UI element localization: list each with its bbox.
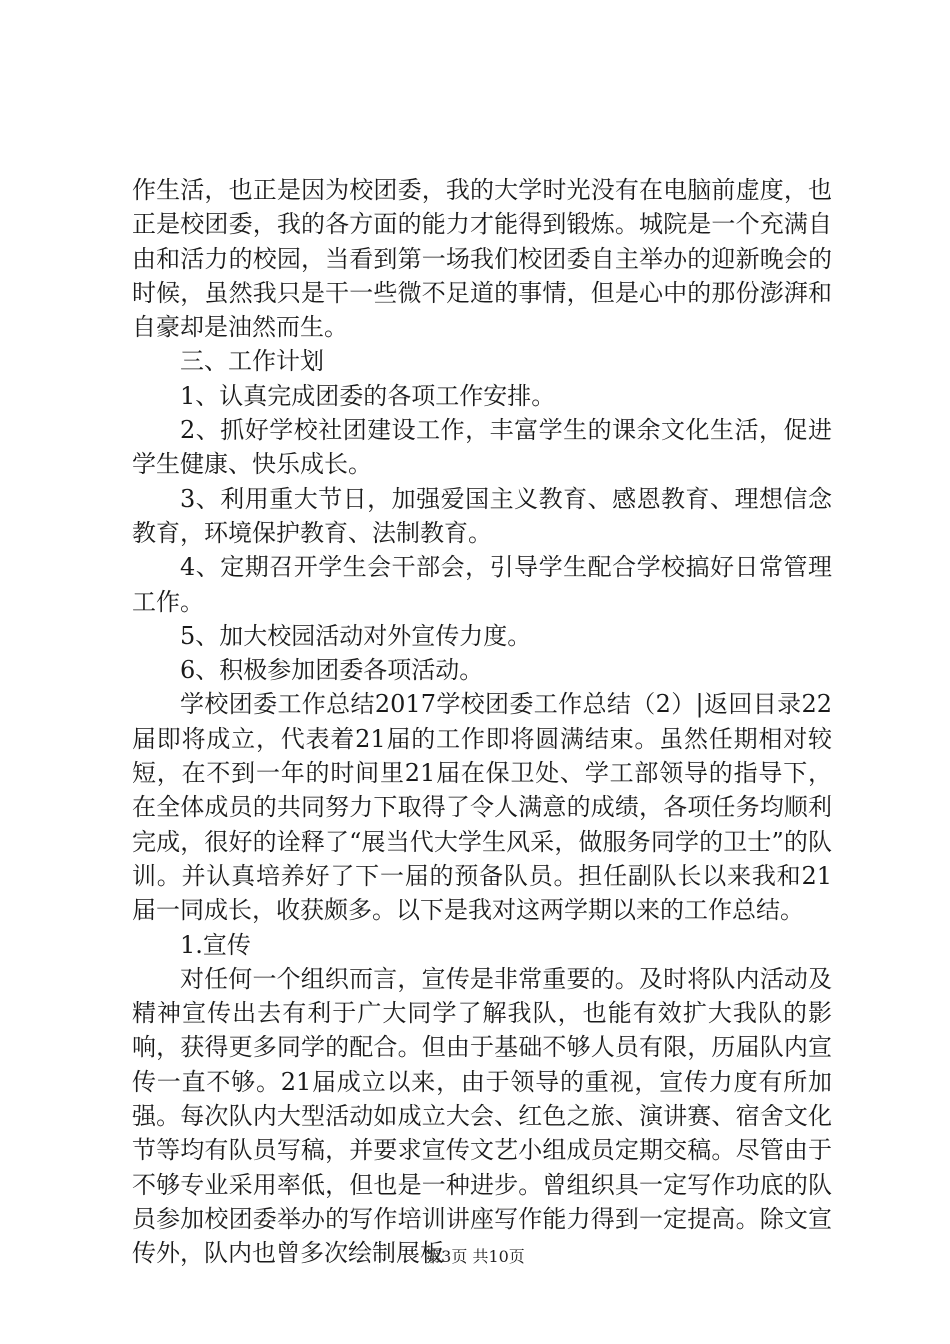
plan-item-2: 2、抓好学校社团建设工作，丰富学生的课余文化生活，促进学生健康、快乐成长。 [132,416,832,479]
section-heading-publicity: 1.宣传 [180,930,251,959]
plan-item-1: 1、认真完成团委的各项工作安排。 [180,381,556,410]
paragraph-1: 作生活，也正是因为校团委，我的大学时光没有在电脑前虚度，也正是校团委，我的各方面的能力才能得到锻炼。城院是一个充满自由和活力的校园，当看到第一场我们校团委自主举办的迎新晚会的时候，虽然我只是干一些微不足道的事情，但是心中的那份澎湃和自豪却是油然而生。 [132,176,832,342]
page-footer: 第3页 共10页 [425,1247,525,1266]
plan-item-5: 5、加大校园活动对外宣传力度。 [180,621,532,650]
publicity-paragraph: 对任何一个组织而言，宣传是非常重要的。及时将队内活动及精神宣传出去有利于广大同学了解我队，也能有效扩大我队的影响，获得更多同学的配合。但由于基础不够人员有限，历届队内宣传一直不够。21届成立以来，由于领导的重视，宣传力度有所加强。每次队内大型活动如成立大会、红色之旅、演讲赛、宿舍文化节等均有队员写稿，并要求宣传文艺小组成员定期交稿。尽管由于不够专业采用率低，但也是一种进步。曾组织具一定写作功底的队员参加校团委举办的写作培训讲座写作能力得到一定提高。除文宣传外，队内也曾多次绘制展板 [132,964,832,1268]
plan-item-4: 4、定期召开学生会干部会，引导学生配合学校搞好日常管理工作。 [132,553,832,616]
plan-item-3: 3、利用重大节日，加强爱国主义教育、感恩教育、理想信念教育，环境保护教育、法制教育。 [132,484,832,547]
document-body [132,173,832,1271]
summary-paragraph: 学校团委工作总结2017学校团委工作总结（2）|返回目录22届即将成立，代表着21届的工作即将圆满结束。虽然任期相对较短，在不到一年的时间里21届在保卫处、学工部领导的指导下，在全体成员的共同努力下取得了令人满意的成绩，各项任务均顺利完成，很好的诠释了“展当代大学生风采，做服务同学的卫士”的队训。并认真培养好了下一届的预备队员。担任副队长以来我和21届一同成长，收获颇多。以下是我对这两学期以来的工作总结。 [132,690,832,925]
section-heading-work-plan: 三、工作计划 [180,347,324,376]
plan-item-6: 6、积极参加团委各项活动。 [180,656,484,685]
